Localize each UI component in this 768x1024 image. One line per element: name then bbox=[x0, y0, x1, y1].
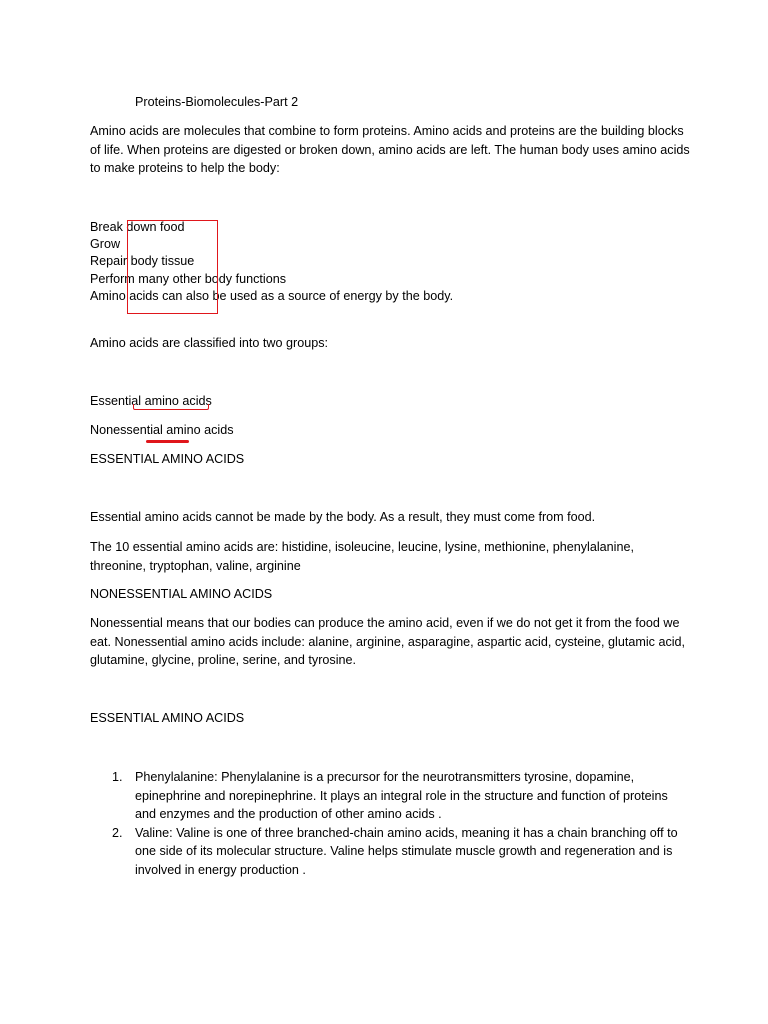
nonessential-heading: NONESSENTIAL AMINO ACIDS bbox=[90, 587, 273, 601]
list-number: 2. bbox=[112, 825, 123, 840]
group-essential: Essential amino acids bbox=[90, 394, 212, 408]
classified-intro: Amino acids are classified into two groups: bbox=[90, 336, 328, 350]
group-nonessential: Nonessential amino acids bbox=[90, 423, 234, 437]
intro-paragraph: Amino acids are molecules that combine to form proteins. Amino acids and proteins are the building blocks of life. When proteins are digested or broken down, amino acids are left. The human body uses amino acids to make proteins to help the body: bbox=[90, 124, 690, 175]
body-use-item: Break down food bbox=[90, 220, 185, 234]
body-use-item: Grow bbox=[90, 237, 121, 251]
numbered-list bbox=[108, 768, 678, 880]
essential-heading: ESSENTIAL AMINO ACIDS bbox=[90, 452, 245, 466]
body-use-item: Perform many other body functions bbox=[90, 272, 286, 286]
document-title: Proteins-Biomolecules-Part 2 bbox=[135, 95, 299, 109]
essential-definition: Essential amino acids cannot be made by the body. As a result, they must come from food. bbox=[90, 510, 596, 524]
red-annotation-underline bbox=[146, 440, 189, 443]
nonessential-paragraph: Nonessential means that our bodies can produce the amino acid, even if we do not get it from the food we eat. Nonessential amino acids include: alanine, arginine, asparagine, aspartic acid, cysteine, glutamic acid, glutamine, glycine, proline, serine, and tyrosine. bbox=[90, 616, 686, 667]
body-use-item: Repair body tissue bbox=[90, 254, 195, 268]
list-number: 1. bbox=[112, 770, 123, 784]
list-text: Valine: Valine is one of three branched-chain amino acids, meaning it has a chain branching off to one side of its molecular structure. Valine helps stimulate muscle growth and regeneration and is involved in energy production . bbox=[135, 825, 678, 877]
body-use-item: Amino acids can also be used as a source of energy by the body. bbox=[90, 289, 454, 303]
essential-list-paragraph: The 10 essential amino acids are: histidine, isoleucine, leucine, lysine, methionine, phenylalanine, threonine, tryptophan, valine, arginine bbox=[90, 540, 634, 573]
list-text: Phenylalanine: Phenylalanine is a precursor for the neurotransmitters tyrosine, dopamine, epinephrine and norepinephrine. It plays an integral role in the structure and function of proteins and enzymes and the production of other amino acids . bbox=[135, 770, 668, 822]
numbered-list-item bbox=[108, 824, 678, 880]
numbered-list-item bbox=[108, 768, 678, 824]
red-annotation-box bbox=[127, 220, 218, 314]
red-annotation-underline bbox=[133, 404, 209, 410]
essential-heading-2: ESSENTIAL AMINO ACIDS bbox=[90, 711, 245, 725]
